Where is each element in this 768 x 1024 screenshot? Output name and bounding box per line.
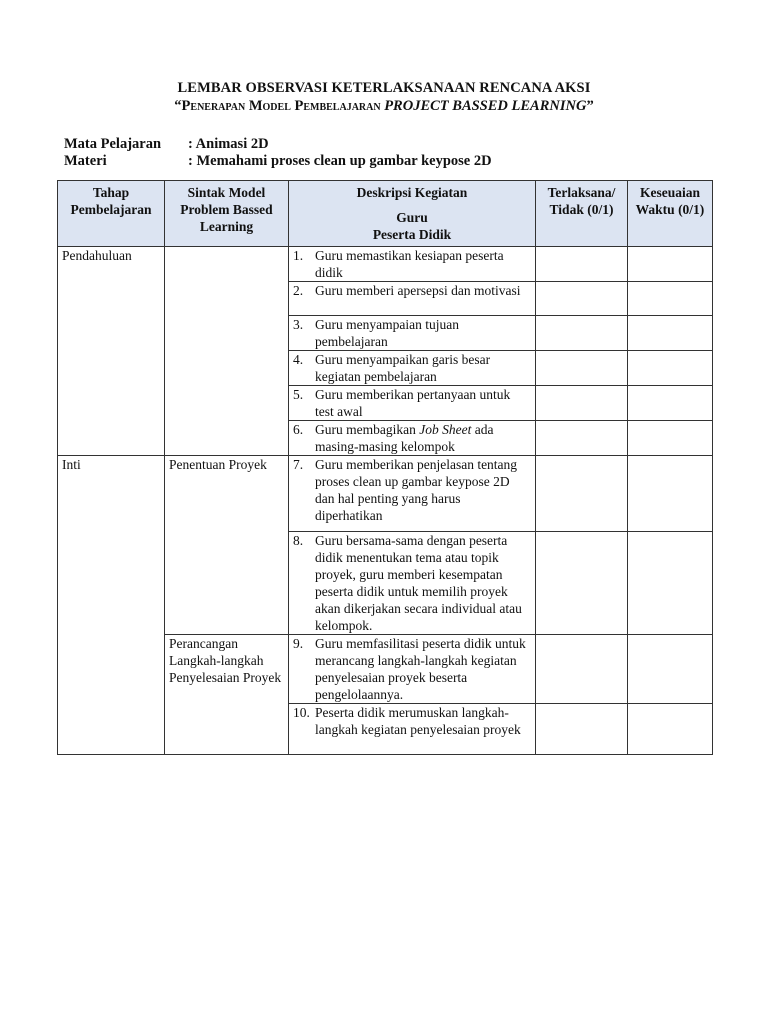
header-desc-teacher: Guru xyxy=(396,210,428,225)
activity-number: 4. xyxy=(293,352,304,367)
done-cell[interactable] xyxy=(536,386,628,421)
activity-text xyxy=(315,421,531,455)
done-cell[interactable] xyxy=(536,316,628,351)
activity-text-part: ada masing-masing kelompok xyxy=(315,422,494,454)
activity-cell xyxy=(289,351,536,386)
activity-cell xyxy=(289,282,536,316)
material-value: : Memahami proses clean up gambar keypose 2D xyxy=(188,153,492,169)
activity-cell xyxy=(289,635,536,704)
time-cell[interactable] xyxy=(628,532,713,635)
header-stage: Tahap Pembelajaran xyxy=(58,181,165,247)
done-cell[interactable] xyxy=(536,635,628,704)
activity-text: Guru bersama-sama dengan peserta didik menentukan tema atau topik proyek, guru memberi kesempatan peserta didik untuk memilih proyek akan dikerjakan secara individual atau kelompok. xyxy=(315,533,522,633)
header-description xyxy=(289,181,536,247)
header-time: Keseuaian Waktu (0/1) xyxy=(628,181,713,247)
activity-cell xyxy=(289,532,536,635)
time-cell[interactable] xyxy=(628,386,713,421)
stage-cell-intro: Pendahuluan xyxy=(58,247,165,456)
activity-cell xyxy=(289,456,536,532)
activity-text-part: Guru membagikan xyxy=(315,422,420,437)
document-subtitle xyxy=(0,98,768,115)
activity-text: Guru memberikan penjelasan tentang proses clean up gambar keypose 2D dan hal penting yang harus diperhatikan xyxy=(315,457,518,523)
activity-text: Guru memfasilitasi peserta didik untuk merancang langkah-langkah kegiatan penyelesaian proyek beserta pengelolaannya. xyxy=(315,636,526,702)
time-cell[interactable] xyxy=(628,351,713,386)
header-desc-title: Deskripsi Kegiatan xyxy=(356,185,468,200)
activity-cell xyxy=(289,421,536,456)
done-cell[interactable] xyxy=(536,282,628,316)
syntax-cell-empty xyxy=(165,247,289,456)
activity-cell xyxy=(289,386,536,421)
job-sheet-term: Job Sheet xyxy=(419,422,472,437)
document-title: LEMBAR OBSERVASI KETERLAKSANAAN RENCANA AKSI xyxy=(177,80,591,96)
activity-cell xyxy=(289,247,536,282)
activity-number: 9. xyxy=(293,636,304,651)
time-cell[interactable] xyxy=(628,421,713,456)
subtitle-italic: PROJECT BASSED LEARNING xyxy=(384,98,587,114)
time-cell[interactable] xyxy=(628,282,713,316)
header-syntax: Sintak Model Problem Bassed Learning xyxy=(165,181,289,247)
table-row xyxy=(58,456,713,532)
activity-number: 1. xyxy=(293,248,304,263)
observation-table xyxy=(57,180,713,755)
done-cell[interactable] xyxy=(536,704,628,755)
material-label: Materi xyxy=(64,153,107,169)
subtitle-prefix: “Penerapan Model Pembelajaran xyxy=(174,98,385,114)
activity-text: Guru memberikan pertanyaan untuk test awal xyxy=(315,387,511,419)
done-cell[interactable] xyxy=(536,351,628,386)
time-cell[interactable] xyxy=(628,456,713,532)
activity-number: 10. xyxy=(293,705,310,720)
done-cell[interactable] xyxy=(536,532,628,635)
done-cell[interactable] xyxy=(536,421,628,456)
activity-text: Guru menyampaikan garis besar kegiatan pembelajaran xyxy=(315,352,491,384)
activity-text: Guru menyampaian tujuan pembelajaran xyxy=(315,317,459,349)
done-cell[interactable] xyxy=(536,247,628,282)
activity-text: Guru memberi apersepsi dan motivasi xyxy=(315,283,521,298)
activity-number: 5. xyxy=(293,387,304,402)
activity-text: Guru memastikan kesiapan peserta didik xyxy=(315,248,504,280)
table-row xyxy=(58,247,713,282)
table-header-row xyxy=(58,181,713,247)
time-cell[interactable] xyxy=(628,704,713,755)
time-cell[interactable] xyxy=(628,247,713,282)
time-cell[interactable] xyxy=(628,316,713,351)
subtitle-suffix: ” xyxy=(586,98,594,114)
activity-text: Peserta didik merumuskan langkah-langkah kegiatan penyelesaian proyek xyxy=(315,705,521,737)
subject-row xyxy=(64,136,269,153)
activity-number: 2. xyxy=(293,283,304,298)
activity-cell xyxy=(289,704,536,755)
subject-label: Mata Pelajaran xyxy=(64,136,162,152)
time-cell[interactable] xyxy=(628,635,713,704)
activity-cell xyxy=(289,316,536,351)
done-cell[interactable] xyxy=(536,456,628,532)
activity-number: 7. xyxy=(293,457,304,472)
material-row xyxy=(64,153,492,170)
header-desc-student: Peserta Didik xyxy=(372,227,452,242)
stage-cell-core: Inti xyxy=(58,456,165,755)
subject-value: : Animasi 2D xyxy=(188,136,269,152)
activity-number: 6. xyxy=(293,422,304,437)
header-done: Terlaksana/ Tidak (0/1) xyxy=(536,181,628,247)
syntax-cell-penentuan: Penentuan Proyek xyxy=(165,456,289,635)
activity-number: 8. xyxy=(293,533,304,548)
syntax-cell-perancangan: Perancangan Langkah-langkah Penyelesaian Proyek xyxy=(165,635,289,755)
activity-number: 3. xyxy=(293,317,304,332)
